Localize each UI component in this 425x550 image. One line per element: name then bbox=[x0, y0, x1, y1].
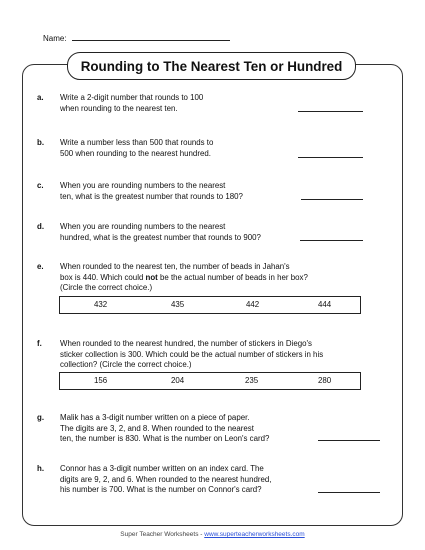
question-text-line: When rounded to the nearest ten, the number of beads in Jahan's bbox=[60, 262, 290, 271]
question-label: d. bbox=[37, 222, 45, 231]
choice-option[interactable]: 442 bbox=[246, 300, 260, 309]
question-text-line: collection? (Circle the correct choice.) bbox=[60, 360, 192, 370]
question-text-line: When you are rounding numbers to the nearest bbox=[60, 222, 226, 231]
name-label: Name: bbox=[43, 34, 67, 43]
question-label: f. bbox=[37, 339, 42, 348]
answer-line-a[interactable] bbox=[298, 111, 363, 112]
choice-option[interactable]: 432 bbox=[94, 300, 108, 309]
question-label: g. bbox=[37, 413, 45, 422]
choice-option[interactable]: 204 bbox=[171, 376, 185, 385]
emphasis-not: not bbox=[145, 272, 158, 282]
question-text-line: When you are rounding numbers to the nearest bbox=[60, 181, 226, 190]
question-text-line: when rounding to the nearest ten. bbox=[60, 103, 178, 113]
answer-line-d[interactable] bbox=[300, 240, 363, 241]
footer-link[interactable]: www.superteacherworksheets.com bbox=[204, 531, 305, 538]
question-label: e. bbox=[37, 262, 44, 271]
question-text-line: Write a number less than 500 that rounds to bbox=[60, 138, 214, 147]
answer-line-h[interactable] bbox=[318, 492, 380, 493]
question-text-line: Write a 2-digit number that rounds to 100 bbox=[60, 93, 204, 102]
choice-option[interactable]: 235 bbox=[245, 376, 259, 385]
question-text-line: hundred, what is the greatest number that rounds to 900? bbox=[60, 232, 261, 242]
answer-line-g[interactable] bbox=[318, 440, 380, 441]
question-text-line: box is 440. Which could not be the actual number of beads in her box? bbox=[60, 272, 308, 282]
question-label: b. bbox=[37, 138, 45, 147]
answer-line-c[interactable] bbox=[301, 199, 363, 200]
question-text-line: sticker collection is 300. Which could be the actual number of stickers in his bbox=[60, 349, 324, 359]
question-label: h. bbox=[37, 464, 45, 473]
footer-text: Super Teacher Worksheets - bbox=[120, 531, 205, 538]
choice-box-f bbox=[59, 372, 361, 390]
question-text-line: Malik has a 3-digit number written on a piece of paper. bbox=[60, 413, 250, 422]
choice-option[interactable]: 280 bbox=[318, 376, 332, 385]
question-text-line: 500 when rounding to the nearest hundred. bbox=[60, 148, 211, 158]
choice-box-e bbox=[59, 296, 361, 314]
footer bbox=[0, 531, 425, 538]
question-text-line: Connor has a 3-digit number written on an index card. The bbox=[60, 464, 264, 473]
question-label: a. bbox=[37, 93, 44, 102]
name-field[interactable] bbox=[43, 33, 230, 43]
question-text-line: his number is 700. What is the number on Connor's card? bbox=[60, 485, 262, 495]
question-text-line: ten, the number is 830. What is the number on Leon's card? bbox=[60, 434, 270, 444]
answer-line-b[interactable] bbox=[298, 157, 363, 158]
choice-option[interactable]: 156 bbox=[94, 376, 108, 385]
worksheet-frame bbox=[22, 64, 403, 526]
worksheet-title: Rounding to The Nearest Ten or Hundred bbox=[67, 52, 356, 80]
name-blank-line[interactable] bbox=[72, 33, 230, 41]
question-text-line: ten, what is the greatest number that rounds to 180? bbox=[60, 191, 243, 201]
choice-option[interactable]: 435 bbox=[171, 300, 185, 309]
question-label: c. bbox=[37, 181, 44, 190]
question-text-line: digits are 9, 2, and 6. When rounded to the nearest hundred, bbox=[60, 474, 272, 484]
question-text-line: The digits are 3, 2, and 8. When rounded to the nearest bbox=[60, 423, 254, 433]
question-text-line: (Circle the correct choice.) bbox=[60, 283, 153, 293]
question-text-line: When rounded to the nearest hundred, the number of stickers in Diego's bbox=[60, 339, 312, 348]
choice-option[interactable]: 444 bbox=[318, 300, 332, 309]
